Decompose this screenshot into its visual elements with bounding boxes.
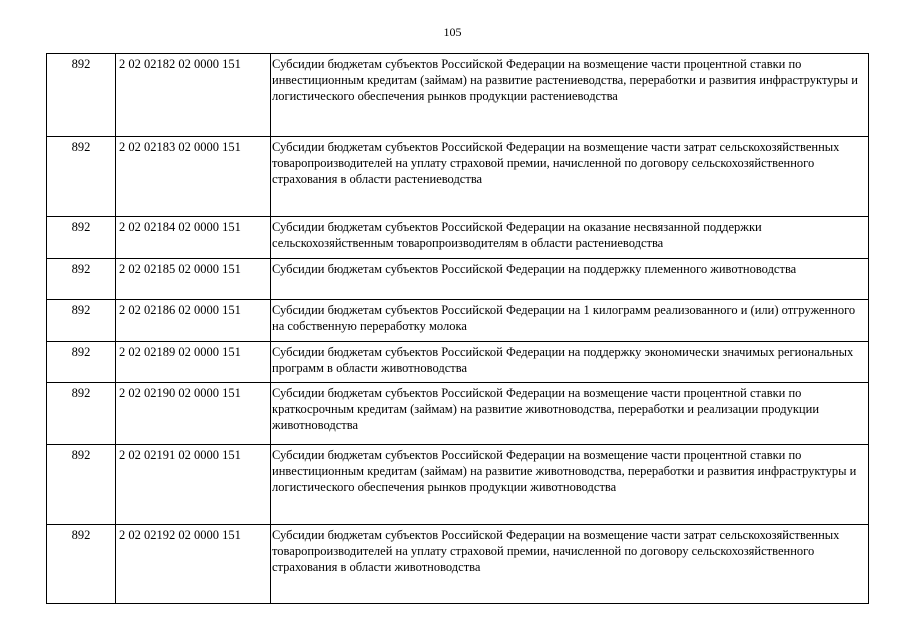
admin-code-cell: 892	[47, 445, 116, 525]
table-row	[47, 383, 869, 445]
description-cell: Субсидии бюджетам субъектов Российской Федерации на возмещение части затрат сельскохозяйственных товаропроизводителей на уплату страховой премии, начисленной по договору сельскохозяйственного страхования в области животноводства	[271, 525, 869, 604]
admin-code-cell: 892	[47, 383, 116, 445]
table-row	[47, 259, 869, 300]
admin-code-cell: 892	[47, 137, 116, 217]
description-cell: Субсидии бюджетам субъектов Российской Федерации на возмещение части процентной ставки по инвестиционным кредитам (займам) на развитие животноводства, переработки и развития инфраструктуры и логистического обеспечения рынков продукции животноводства	[271, 445, 869, 525]
description-cell: Субсидии бюджетам субъектов Российской Федерации на возмещение части процентной ставки по краткосрочным кредитам (займам) на развитие животноводства, переработки и реализации продукции животноводства	[271, 383, 869, 445]
admin-code-cell: 892	[47, 300, 116, 342]
budget-code-cell: 2 02 02185 02 0000 151	[116, 259, 271, 300]
description-cell: Субсидии бюджетам субъектов Российской Федерации на возмещение части процентной ставки по инвестиционным кредитам (займам) на развитие растениеводства, переработки и развития инфраструктуры и логистического обеспечения рынков продукции растениеводства	[271, 54, 869, 137]
table-row	[47, 217, 869, 259]
budget-code-cell: 2 02 02186 02 0000 151	[116, 300, 271, 342]
description-cell: Субсидии бюджетам субъектов Российской Федерации на поддержку племенного животноводства	[271, 259, 869, 300]
admin-code-cell: 892	[47, 342, 116, 383]
description-cell: Субсидии бюджетам субъектов Российской Федерации на поддержку экономически значимых региональных программ в области животноводства	[271, 342, 869, 383]
table-row	[47, 342, 869, 383]
budget-code-cell: 2 02 02189 02 0000 151	[116, 342, 271, 383]
budget-code-cell: 2 02 02182 02 0000 151	[116, 54, 271, 137]
description-cell: Субсидии бюджетам субъектов Российской Федерации на возмещение части затрат сельскохозяйственных товаропроизводителей на уплату страховой премии, начисленной по договору сельскохозяйственного страхования в области растениеводства	[271, 137, 869, 217]
description-cell: Субсидии бюджетам субъектов Российской Федерации на оказание несвязанной поддержки сельскохозяйственным товаропроизводителям в области растениеводства	[271, 217, 869, 259]
budget-code-cell: 2 02 02183 02 0000 151	[116, 137, 271, 217]
budget-code-cell: 2 02 02191 02 0000 151	[116, 445, 271, 525]
table-row	[47, 137, 869, 217]
description-cell: Субсидии бюджетам субъектов Российской Федерации на 1 килограмм реализованного и (или) отгруженного на собственную переработку молока	[271, 300, 869, 342]
admin-code-cell: 892	[47, 259, 116, 300]
page-number: 105	[443, 25, 462, 39]
budget-classification-table	[46, 53, 869, 604]
admin-code-cell: 892	[47, 525, 116, 604]
budget-code-cell: 2 02 02190 02 0000 151	[116, 383, 271, 445]
budget-code-cell: 2 02 02184 02 0000 151	[116, 217, 271, 259]
table-row	[47, 525, 869, 604]
table-row	[47, 54, 869, 137]
admin-code-cell: 892	[47, 54, 116, 137]
table-row	[47, 300, 869, 342]
admin-code-cell: 892	[47, 217, 116, 259]
budget-code-cell: 2 02 02192 02 0000 151	[116, 525, 271, 604]
table-row	[47, 445, 869, 525]
